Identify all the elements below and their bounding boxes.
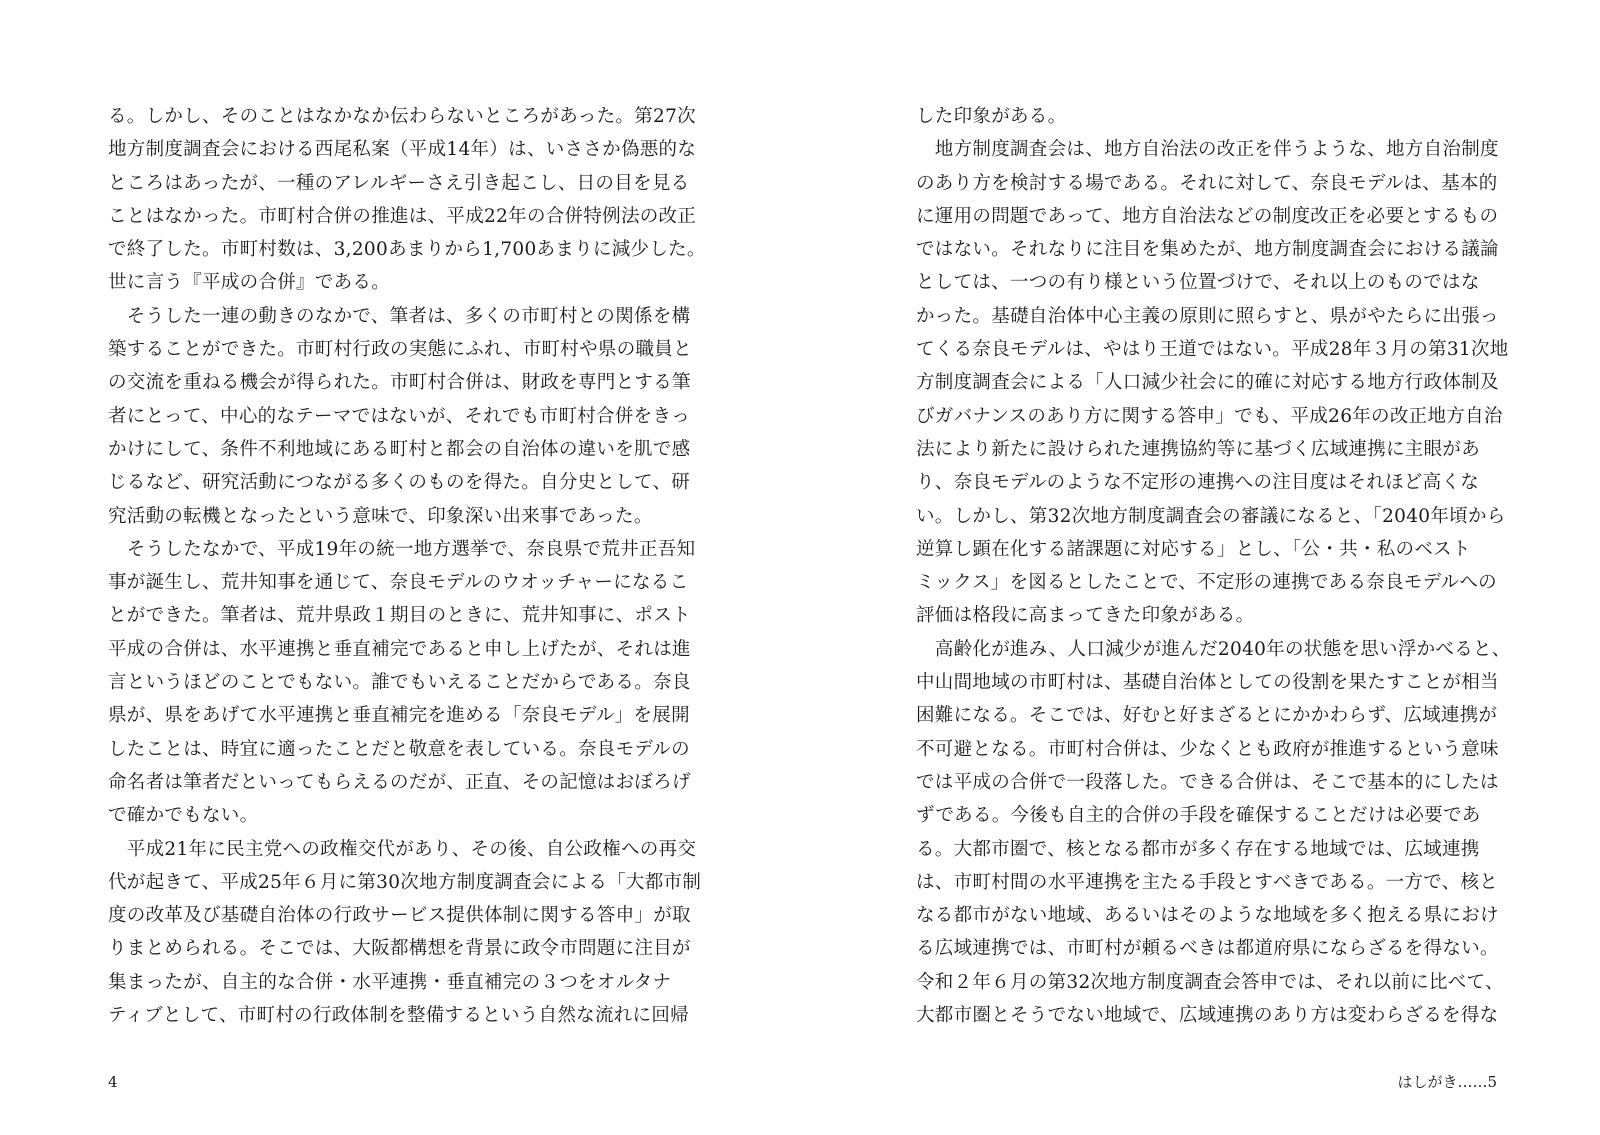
text-line: 逆算し顕在化する諸課題に対応する」とし、「公・共・私のベスト xyxy=(916,538,1471,560)
text-line: 平成21年に民主党への政権交代があり、その後、自公政権への再交 xyxy=(108,838,697,860)
text-line: りまとめられる。そこでは、大阪都構想を背景に政令市問題に注目が xyxy=(108,938,691,960)
text-line: 評価は格段に高まってきた印象がある。 xyxy=(916,605,1255,627)
text-line: ところはあったが、一種のアレルギーさえ引き起こし、日の目を見る xyxy=(108,172,690,194)
right-page-body xyxy=(916,100,1511,1032)
text-line: 大都市圏とそうでない地域で、広域連携のあり方は変わらざるを得な xyxy=(916,1005,1499,1027)
text-line: 事が誕生し、荒井知事を通じて、奈良モデルのウオッチャーになるこ xyxy=(108,572,689,594)
text-line: 地方制度調査会における西尾私案（平成14年）は、いささか偽悪的な xyxy=(108,139,697,161)
text-line: 不可避となる。市町村合併は、少なくとも政府が推進するという意味 xyxy=(916,738,1499,760)
text-line: ティブとして、市町村の行政体制を整備するという自然な流れに回帰 xyxy=(108,1005,689,1027)
text-line: したことは、時宜に適ったことだと敬意を表している。奈良モデルの xyxy=(108,738,690,760)
text-line: る。大都市圏で、核となる都市が多く存在する地域では、広域連携 xyxy=(916,838,1480,860)
text-line: では平成の合併で一段落した。できる合併は、そこで基本的にしたは xyxy=(916,771,1499,793)
text-line: てくる奈良モデルは、やはり王道ではない。平成28年３月の第31次地 xyxy=(916,339,1509,361)
text-line: としては、一つの有り様という位置づけで、それ以上のものではな xyxy=(916,272,1480,294)
right-page-number: はしがき……5 xyxy=(1397,1073,1497,1091)
text-line: 命名者は筆者だといってもらえるのだが、正直、その記憶はおぼろげ xyxy=(108,771,691,793)
text-line: 言というほどのことでもない。誰でもいえることだからである。奈良 xyxy=(108,672,691,694)
text-line: した印象がある。 xyxy=(916,106,1067,127)
text-line: 地方制度調査会は、地方自治法の改正を伴うような、地方自治制度 xyxy=(916,139,1499,161)
text-line: 高齢化が進み、人口減少が進んだ2040年の状態を思い浮かべると、 xyxy=(916,638,1511,660)
text-line: で終了した。市町村数は、3,200あまりから1,700あまりに減少した。 xyxy=(108,239,706,261)
left-page-number: 4 xyxy=(108,1073,118,1091)
text-line: い。しかし、第32次地方制度調査会の審議になると、「2040年頃から xyxy=(916,505,1506,527)
text-line: ことはなかった。市町村合併の推進は、平成22年の合併特例法の改正 xyxy=(108,205,697,227)
text-line: そうした一連の動きのなかで、筆者は、多くの市町村との関係を構 xyxy=(108,305,691,327)
text-line: 度の改革及び基礎自治体の行政サービス提供体制に関する答申」が取 xyxy=(108,905,691,927)
text-line: り、奈良モデルのような不定形の連携への注目度はそれほど高くな xyxy=(916,472,1480,494)
text-line: は、市町村間の水平連携を主たる手段とすべきである。一方で、核と xyxy=(916,871,1499,893)
text-line: ずである。今後も自主的合併の手段を確保することだけは必要であ xyxy=(916,805,1481,827)
text-line: 築することができた。市町村行政の実態にふれ、市町村や県の職員と xyxy=(108,339,692,361)
text-line: 集まったが、自主的な合併・水平連携・垂直補完の３つをオルタナ xyxy=(108,971,672,993)
text-line: 県が、県をあげて水平連携と垂直補完を進める「奈良モデル」を展開 xyxy=(108,705,690,727)
text-line: 方制度調査会による「人口減少社会に的確に対応する地方行政体制及 xyxy=(916,372,1499,394)
text-line: びガバナンスのあり方に関する答申」でも、平成26年の改正地方自治 xyxy=(916,405,1503,427)
text-line: 者にとって、中心的なテーマではないが、それでも市町村合併をきっ xyxy=(108,405,691,427)
text-line: 令和２年６月の第32次地方制度調査会答申では、それ以前に比べて、 xyxy=(916,971,1504,993)
text-line: そうしたなかで、平成19年の統一地方選挙で、奈良県で荒井正吾知 xyxy=(108,538,696,560)
text-line: じるなど、研究活動につながる多くのものを得た。自分史として、研 xyxy=(108,472,691,494)
text-line: に運用の問題であって、地方自治法などの制度改正を必要とするもの xyxy=(916,205,1499,227)
text-line: かった。基礎自治体中心主義の原則に照らすと、県がやたらに出張っ xyxy=(916,305,1499,327)
text-line: なる都市がない地域、あるいはそのような地域を多く抱える県におけ xyxy=(916,905,1499,927)
text-line: の交流を重ねる機会が得られた。市町村合併は、財政を専門とする筆 xyxy=(108,372,691,394)
text-line: のあり方を検討する場である。それに対して、奈良モデルは、基本的 xyxy=(916,172,1498,194)
left-page-body xyxy=(108,100,706,1032)
text-line: とができた。筆者は、荒井県政１期目のときに、荒井知事に、ポスト xyxy=(108,605,691,627)
text-line: 究活動の転機となったという意味で、印象深い出来事であった。 xyxy=(108,505,653,527)
text-line: かけにして、条件不利地域にある町村と都会の自治体の違いを肌で感 xyxy=(108,438,691,460)
text-line: る広域連携では、市町村が頼るべきは都道府県にならざるを得ない。 xyxy=(916,938,1499,960)
text-line: 平成の合併は、水平連携と垂直補完であると申し上げたが、それは進 xyxy=(108,638,691,660)
text-line: 代が起きて、平成25年６月に第30次地方制度調査会による「大都市制 xyxy=(108,871,702,893)
text-line: 法により新たに設けられた連携協約等に基づく広域連携に主眼があ xyxy=(916,438,1481,460)
text-line: る。しかし、そのことはなかなか伝わらないところがあった。第27次 xyxy=(108,106,696,127)
text-line: で確かでもない。 xyxy=(108,805,259,827)
text-line: ではない。それなりに注目を集めたが、地方制度調査会における議論 xyxy=(916,239,1499,261)
text-line: 世に言う『平成の合併』である。 xyxy=(108,272,391,294)
text-line: 中山間地域の市町村は、基礎自治体としての役割を果たすことが相当 xyxy=(916,672,1499,694)
text-line: 困難になる。そこでは、好むと好まざるとにかかわらず、広域連携が xyxy=(916,705,1498,727)
text-line: ミックス」を図るとしたことで、不定形の連携である奈良モデルへの xyxy=(916,572,1497,594)
